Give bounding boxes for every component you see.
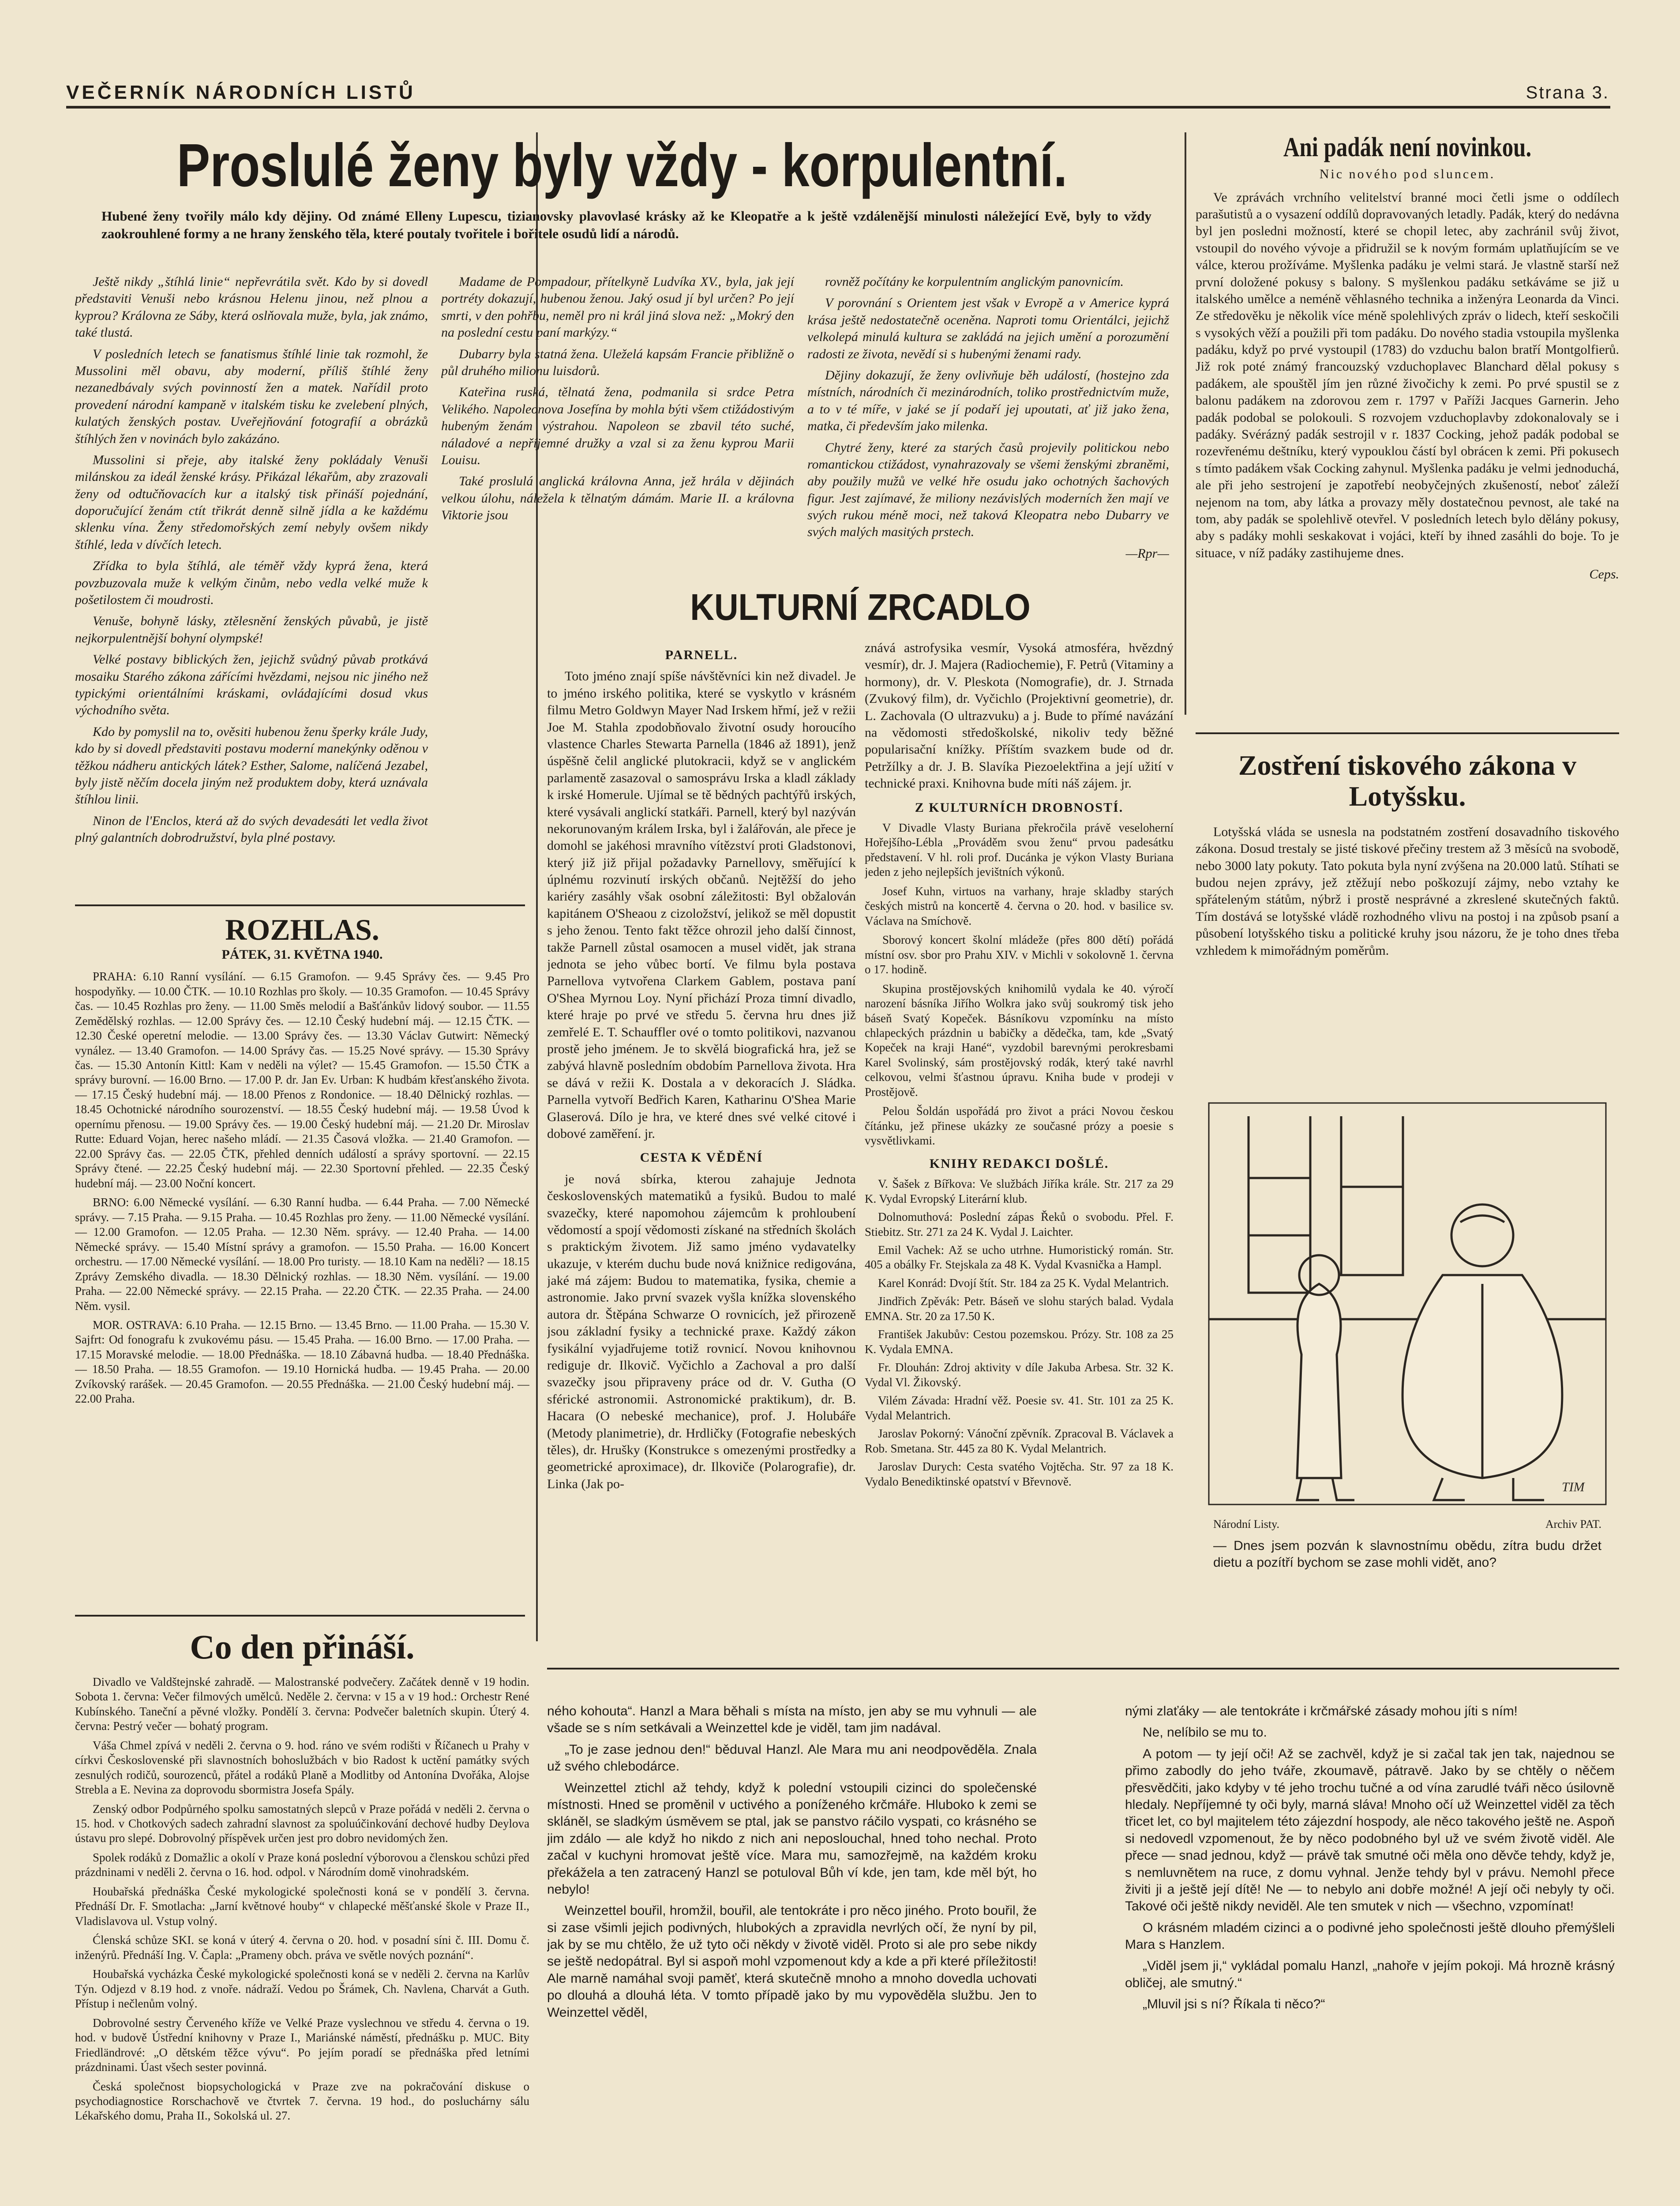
story-column-2: nými zlaťáky — ale tentokráte i krčmářské zásady mohou jíti s ním! Ne, nelíbilo se mu to. A potom — ty její oči! Až se zachvěl, když je si začal tak jen tak, najednou se přimo zabodly do jeho tváře, zkoumavě, pátravě. Jako by se chtěly o něčem přesvědčiti, jako kdyby v té jeho trochu tučné a od vína zarudlé tváři něco úsilovně hledaly. Nepříjemné ty oči byly, marná sláva! Mnoho očí už Weinzettel viděl za těch třicet let, co byl majitelem této zájezdní hospody, ale něco takového ještě ne. Aspoň si nedovedl vzpomenout, že by něco podobného byl už ve svém životě viděl. Ale přece — snad jednou, když — právě tak smutné oči měla ono děvče tehdy, když je, s nemluvnětem na ruce, z domu vyhnal. Jenže tehdy byl v právu. Nemohl přece živiti ji a ještě její dítě! Ne — to nebylo ani dobře možné! A její oči nebyly ty oči. Takové oči ještě nikdy neviděl. Ale ten smutek v nich — všechno, vzpomínat! O krásném mladém cizinci a o podivné jeho společnosti ještě dlouho přemýšleli Mara s Hanzlem. „Viděl jsem ji,“ vykládal pomalu Hanzl, „nahoře v jejím pokoji. Má hrozně krásný obličej, ale smutný.“ „Mluvil jsi s ní? Říkala ti něco?“ [1125, 1704, 1615, 2012]
latvia-title: Zostření tiskového zákona v Lotyšsku. [1238, 750, 1577, 812]
today-section: Co den přináší. Divadlo ve Valdštejnské zahradě. — Malostranské podvečery. Začátek denně v 19 hodin. Sobota 1. června: Večer filmových umělců. Neděle 2. června: v 15 a v 19 hod.: Orchestr René Kubínského. Taneční a pěvné vložky. Pondělí 3. června: Podvečer baletních skupin. Úterý 4. června: Pestrý večer — bohatý program. Váša Chmel zpívá v neděli 2. června o 9. hod. ráno ve svém rodišti v Říčanech u Prahy v církvi Československé při slavnostních bohoslužbách v bio Radost k uctění památky svých zesnulých rodičů, sourozenců, přátel a rodáků Planě a Modlitby od Antonína Dvořáka, Alojse Strebla a E. Nevina za doprovodu sbormistra Josefa Spály. Zenský odbor Podpůrného spolku samostatných slepců v Praze pořádá v neděli 2. června o 15. hod. v Chotkových sadech zahradní slavnost za spoluúčinkování dechové hudby Deylova ústavu pro slepé. Dobrovolný příspěvek určen jest pro dobro nevidomých žen. Spolek rodáků z Domažlic a okolí v Praze koná poslední výborovou a členskou schůzi před prázdninami v neděli 2. června o 16. hod. odpol. v Národním domě vinohradském. Houbařská přednáška České mykologické společnosti koná se v pondělí 3. června. Přednáší Dr. F. Smotlacha: „Jarní květnové houby“ v chlapecké měšťanské škole v Praze II., Vladislavova ul. Vstup volný. Ćlenská schůze SKI. se koná v úterý 4. června o 20. hod. v posadní síni č. III. Domu č. inženýrů. Přednáší Ing. V. Čapla: „Prameny obch. práva ve světle nových poznání“. Houbařská vycházka České mykologické společnosti koná se v neděli 2. června na Karlův Týn. Odjezd v 8.19 hod. z vnoře. nádraží. Vedou po Šrámek, Ch. Navlena, Charvát a Guth. Přístup i nečlenům volný. Dobrovolné sestry Červeného kříže ve Velké Praze vyslechnou ve středu 4. června o 19. hod. v budově Ústřední knihovny v Praze I., Mariánské náměstí, přednášku p. MUC. Bity Friedländrové: „O dětském těžce vývu“. Po jejím poradí se přednáška před letními prázdninami. Úast všech sester povinná. Česká společnost biopsychologická v Praze zve na pokračování diskuse o psychodiagnostice Rorschachově ve čtvrtek 7. června. 19 hod., do posluchárny sálu Lékařského domu, Praha II., Sokolská ul. 27. [75, 1628, 529, 2123]
article-lead: Hubené ženy tvořily málo kdy dějiny. Od známé Elleny Lupescu, tizianovsky plavovlasé krásky až ke Kleopatře a k ještě vzdálenější minulosti náležející Evě, byly to vždy zaokrouhlené formy a ne hrany ženského těla, které poutaly tvořitele i bořitele osudů lidí a národů. [101, 208, 1151, 242]
headline-box [75, 132, 1169, 203]
cartoon-caption: — Dnes jsem pozván k slavnostnímu obědu, zítra budu držet dietu a pozítří bychom se zase mohli vidět, ano? [1213, 1538, 1601, 1570]
radio-section: ROZHLAS. PÁTEK, 31. KVĚTNA 1940. PRAHA: 6.10 Ranní vysílání. — 6.15 Gramofon. — 9.45 Správy čes. — 9.45 Pro hospodyňky. — 10.00 ČTK. — 10.10 Rozhlas pro školy. — 10.35 Gramofon. — 10.45 Správy čas. — 10.45 Rozhlas pro ženy. — 11.00 Směs melodií a Bašťánkův lidový soubor. — 11.55 Zemědělský rozhlas. — 12.00 Správy čes. — 12.10 Český hudební máj. — 12.15 ČTK. — 12.30 České operetní melodie. — 13.00 Správy čes. — 13.30 Václav Gutwirt: Německý vynález. — 13.40 Gramofon. — 14.00 Správy čas. — 15.25 Nové správy. — 15.30 Správy čas. — 15.30 Antonín Kittl: Kam v neděli na výlet? — 15.45 Gramofon. — 15.50 ČTK a správy burovní. — 16.00 Brno. — 17.00 P. dr. Jan Ev. Urban: K hudbám křesťanského života. — 17.15 Český hudební máj. — 18.00 Přenos z Rondonice. — 18.40 Dělnický rozhlas. — 18.45 Ochotnické národního sourozenství. — 18.55 Český hudební máj. — 19.58 Úvod k opernímu přenosu. — 19.00 Správy čes. — 19.00 Český hudební máj. — 21.20 Dr. Miroslav Rutte: Eduard Vojan, herec našeho mládí. — 21.35 Časová vložka. — 21.40 Gramofon. — 22.00 Správy čas. — 22.05 ČTK, přehled denních událostí a správy sportovní. — 22.15 Správy čtené. — 22.25 Český hudební máj. — 22.30 Sportovní přehled. — 22.35 Český hudební máj. — 23.00 Noční koncert. BRNO: 6.00 Německé vysílání. — 6.30 Ranní hudba. — 6.44 Praha. — 7.00 Německé správy. — 7.15 Praha. — 9.15 Praha. — 10.45 Rozhlas pro ženy. — 11.00 Německé vysílání. — 12.00 Gramofon. — 12.05 Praha. — 12.30 Něm. správy. — 12.40 Praha. — 14.00 Německé správy. — 15.40 Místní správy a gramofon. — 15.50 Praha. — 16.00 Koncert orchestru. — 17.00 Německé vysílání. — 18.00 Pro turisty. — 18.10 Kam na neděli? — 18.15 Zprávy Zemského divadla. — 18.30 Dělnický rozhlas. — 18.30 Něm. vysílání. — 19.00 Praha. — 22.00 Německé správy. — 22.15 Praha. — 22.20 ČTK. — 22.35 Praha. — 24.00 Něm. vysil. MOR. OSTRAVA: 6.10 Praha. — 12.15 Brno. — 13.45 Brno. — 11.00 Praha. — 15.30 V. Sajfrt: Od fonografu k zvukovému pásu. — 15.45 Praha. — 16.00 Brno. — 17.00 Praha. — 17.15 Moravské melodie. — 18.00 Přednáška. — 18.10 Zábavná hudba. — 18.40 Přednáška. — 18.50 Praha. — 18.55 Gramofon. — 19.10 Hornická hudba. — 19.45 Praha. — 20.00 Zvíkovský rarášek. — 20.45 Gramofon. — 20.55 Přednáška. — 21.00 Český hudební máj. — 22.00 Praha. [75, 913, 529, 1406]
parachute-subtitle: Nic nového pod sluncem. [1319, 167, 1496, 182]
section-rule [1196, 732, 1619, 734]
article-column-3: rovněž počítány ke korpulentním anglickým panovnicím. V porovnání s Orientem jest však v Evropě a v Americe kyprá krása ještě nedostatečně oceněna. Naproti tomu Orientálci, jejichž velkolepá minulá kultura se zakládá na jejich umění a porozumění radosti ze života, nevědí si s hubenými ženami rady. Dějiny dokazují, že ženy ovlivňuje běh událostí, (hostejno zda místních, národních či mezinárodních, toliko prostřednictvím muže, a to v té míře, v jaké se jí podaří jej upoutati, ať již jako žena, matka, či především jako milenka. Chytré ženy, které za starých časů projevily politickou nebo romantickou ctižádost, vynahrazovaly se všemi ženskými zbraněmi, aby použily mužů ve velké hře osudu jako ochotných šachových figur. Jest zajímavé, že miliony nezávislých moderních žen mají ve svých rukou méně moci, než taková Kleopatra nebo Dubarry ve svých malých masitých prstech. —Rpr— [807, 274, 1169, 582]
cartoon-drawing [1196, 1090, 1619, 1513]
parnell-heading: PARNELL. [665, 648, 738, 662]
article-column-1: Ještě nikdy „štíhlá linie“ nepřevrátila svět. Kdo by si dovedl představiti Venuši nebo krásnou Helenu jinou, než plnou a kyprou? Královna ze Sáby, která oslňovala muže, byla, jak známo, také tlustá. V posledních letech se fanatismus štíhlé linie tak rozmohl, že Mussolini měl obavu, aby moderní, příliš štíhlé ženy nezanedbávaly svých povinností žen a matek. Nařídil proto provedení národní kampaně v italském tisku ke zvelebení plných, kulatých ženských postav. Uveřejňování fotografií a obrázků štíhlých žen v novinách bylo zakázáno. Mussolini si přeje, aby italské ženy pokládaly Venuši milánskou za ideál ženské krásy. Přikázal lékařům, aby zrazovali ženy od odtučňovacích kur a italský tisk přináší pojednání, doporučující ženám ctít třikrát denně silně jídla a ke každému sklenku vína. Ženy středomořských zemí nebyly ovšem nikdy štíhlé, leda v dívčích letech. Zřídka to byla štíhlá, ale téměř vždy kyprá žena, která povzbuzovala muže k velkým činům, nebo vedla velké muže k pošetilostem či moudrosti. Venuše, bohyně lásky, ztělesnění ženských půvabů, je jistě nejkorpulentnější bohyní olympské! Velké postavy biblických žen, jejichž svůdný půvab protkává mosaiku Starého zákona zářícími hvězdami, nejsou nic jiného než typickými orientálními kráskami, ovládajícími dosud vkus východního světa. Kdo by pomyslil na to, ověsiti hubenou ženu šperky krále Judy, kdo by si dovedl představiti postavu moderní manekýnky oděnou v těžkou nádheru antických látek? Esther, Salome, nalíčená Jezabel, byly jistě něčím docela jiným než produktem doby, která uznávala štíhlou linii. Ninon de l'Enclos, která až do svých devadesáti let vedla život plný galantních dobrodružství, byla plné postavy. [75, 274, 428, 845]
story-column-1: ného kohouta“. Hanzl a Mara běhali s místa na místo, jen aby se mu vyhnuli — ale všade se s ním setkávali a Weinzettel kde je viděl, tam jim nadával. „To je zase jednou den!“ běduval Hanzl. Ale Mara mu ani neodpověděla. Znala už svého chlebodárce. Weinzettel ztichl až tehdy, když k polední vstoupili cizinci do společenské místnosti. Hned se proměnil v uctivého a poníženého krčmáře. Hluboko k zemi se skláněl, se sladkým úsměvem se ptal, jak se panstvo ráčilo vyspati, co krásného se jim zdálo — ale když ho nikdo z nich ani neposlouchal, hned toho nechal. Proto začal v kuchyni hromovat ještě více. Mara mu, samozřejmě, na každém kroku překážela a ten zatracený Hanzl se potuloval Bůh ví kde, jen tam, kde měl být, ho nebylo! Weinzettel bouřil, hromžil, bouřil, ale tentokráte i pro něco jiného. Proto bouřil, že si zase všimli jejich podivných, hlubokých a zpravidla nevrlých očí, že nyní by pil, jak by se mu chtělo, že už tyto oči někdy v životě viděl. Proto si ale pro sebe nikdy se ještě nedopátral. Byl si aspoň mohl vzpomenout kdy a kde a při které příležitosti! Ale marně namáhal svoji paměť, která skutečně mnoho a mnoho dovedla uchovati po dlouhá a dlouhá léta. V tomto případě jako by mu vypověděla službu. Jen to Weinzettel věděl, [547, 1704, 1037, 2020]
radio-date: PÁTEK, 31. KVĚTNA 1940. [221, 947, 383, 962]
masthead-rule [66, 106, 1610, 109]
books-heading: KNIHY REDAKCI DOŠLÉ. [929, 1156, 1109, 1171]
section-rule-radio [75, 904, 525, 906]
article-column-2: Madame de Pompadour, přítelkyně Ludvíka XV., byla, jak její portréty dokazují, hubenou ženou. Jaký osud jí byl určen? Po její smrti, v den pohřbu, neměl pro ni král jiná slova než: „Mokrý den na poslední cestu paní markýzy.“ Dubarry byla statná žena. Uleželá kapsám Francie přibližně o půl druhého milionu luisdorů. Kateřina ruská, tělnatá žena, podmanila si srdce Petra Velikého. Napoleonova Josefína by mohla býti všem ctižádostivým hubeným ženám výstrahou. Napoleon se zbavil této suché, náladové a nepříjemné družky a vzal si za ženu kyprou Marii Louisu. Také proslulá anglická královna Anna, jež hrála v dějinách velkou úlohu, náležela k tělnatým dámám. Marie II. a královna Viktorie jsou [441, 274, 794, 523]
cesta-heading: CESTA K VĚDĚNÍ [640, 1150, 763, 1165]
section-rule-story [547, 1668, 1619, 1670]
cartoon-credit-right: Archiv PAT. [1545, 1518, 1601, 1531]
masthead-title: VEČERNÍK NÁRODNÍCH LISTŮ [66, 82, 416, 103]
cartoon [1196, 1090, 1619, 1575]
drobnosti-heading: Z KULTURNÍCH DROBNOSTÍ. [915, 800, 1124, 815]
latvia-article: Zostření tiskového zákona v Lotyšsku. Lotyšská vláda se usnesla na podstatném zostření dosavadního tiskového zákona. Dosud trestaly se jisté tiskové přečiny trestem až 3 měsíců na svobodě, nebo 3000 laty pokuty. Tato pokuta byla nyní zvýšena na 20.000 latů. Stíhati se budou nejen zprávy, jež ztěžují nebo poškozují zájmy, nebo vztahy ke spřáteleným státům, nýbrž i prostě nesprávné a zkreslené skutečných faktů. Tím dostává se lotyšské vládě rozhodného vlivu na postoj i na způsob psaní a působení lotyšského tisku a politické kruhy jsou názoru, že je toho dnes třeba vzhledem k mimořádným poměrům. [1196, 750, 1619, 958]
today-title: Co den přináší. [190, 1628, 415, 1666]
parachute-title: Ani padák není novinkou. [1283, 132, 1532, 162]
section-rule-today [75, 1615, 525, 1617]
culture-header [547, 587, 1174, 640]
parachute-article: Ani padák není novinkou. Nic nového pod sluncem. Ve zprávách vrchního velitelství branné moci četli jsme o oddílech parašutistů a o vysazení oddílů dopravovaných letadly. Padák, který do nedávna byl jen posledni možností, které se chopil letec, aby zachránil svůj život, vstoupil do nového vývoje a přidružil se k novým formám uplatňujícím se ve válce, kterou prožíváme. Myšlenka padáku je velmi stará. Je vlastně starší než první doložené pokusy s balony. S myšlenkou padáku setkáváme se již u italského umělce a neméně věhlasného technika a inženýra Leonarda da Vinci. Ze středověku je několik více méně spolehlivých zpráv o lidech, kteří seskočili s vysokých věží a použili při tom padáku. Do nového stadia vstoupila myšlenka padáku, když po prvé vystoupil (1783) do vzduchu balon bratří Montgolfierů. Již rok poté známý francouzský vzduchoplavec Blanchard dělal pokusy s padákem, ale spouštěl jím jen různé živočichy k zemi. Po prvé spustil se z balonu padákem na zdorovou zem r. 1797 v Paříži Jacques Garnerin. Jeho padák podobal se polokouli. S rozvojem vzduchoplavby zdokonalovaly se i padáky. Svérázný padák sestrojil v r. 1837 Cocking, jehož padák podobal se rozevřenému deštníku, který vypouklou částí byl obrácen k zemi. Při pokusech s tímto padákem však Cocking zahynul. Myšlenka padáku je velmi jednoduchá, ale při jeho sestrojení je zapotřebí neobyčejných zkušeností, neboť záleží nejenom na tom, aby látka a provazy měly dostatečnou pevnost, ale také na tom, aby padák se spolehlivě otevřel. V posledních letech bylo dělány pokusy, aby s padáky mohli seskakovat i vojáci, kteří by ihned zasáhli do boje. To je situace, v níž padáky zastihujeme dnes. Ceps. [1196, 132, 1619, 582]
cartoon-signature: TIM [1562, 1480, 1585, 1494]
article-signature: —Rpr— [1125, 546, 1169, 561]
culture-column-1: PARNELL. Toto jméno znají spíše návštěvníci kin než divadel. Je to jméno irského politika, které se vyskytlo v krásném filmu Metro Goldwyn Mayer Nad Irskem hřmí, jež v režii Joe M. Stahla zpodobňovalo životní osudy horoucího vlastence Charles Stewarta Parnella (1846 až 1891), jenž úspěšně čelil anglické plutokracii, když se v anglickém parlamentě zasazoval o samosprávu Irska a kladl základy k irské Homerule. Ujímal se tě bědných pachtýřů irských, které vysávali anglickí statkáři. Parnell, který byl nazýván nekorunovaným králem Irska, byl i žalářován, ale přece je domohl se jakéhosi mravního vítězství proti Gladstonovi, který již již přijal požadavky Parnellovy, směřující k úplnému rozvinutí irských občanů. Nejtěžší do jeho kariéry zasáhly však osobní záležitosti: Byl obžalován kapitánem O'Sheaou z cizoložství, jelikož se měl dopustit s jeho ženou. Tento fakt těžce ohrozil jeho další činnost, takže Parnell zůstal osamocen a musel vidět, jak strana jednota se jeho vůbec bortí. Ve filmu byla postava Parnellova vytvořena Clarkem Gablem, postava paní O'Shea Myrnou Loy. Nyní přichází Proza timní divadlo, které hraje po prvé ve středu 5. června hru dnes již zemřelé E. T. Schauffler ové o tomto politikovi, nazvanou prostě jeho jménem. Je to skvělá biografická hra, jež se zabývá hlavně posledním obdobím Parnellova života. Hra se dává v režii K. Dostala a v dekoracích J. Sládka. Parnella vytvoří Bedřich Karen, Katharinu O'Shea Marie Glaserová. Dílo je hra, ve které dnes své velké citové i dobové zaměření. jr. CESTA K VĚDĚNÍ je nová sbírka, kterou zahajuje Jednota československých matematiků a fysiků. Budou to malé svazečky, které napomohou zájemcům k prohloubení vědomostí a spojí vědomosti získané na středních školách s praktickým životem. Již samo jméno vydavatelky ukazuje, v kterém duchu bude nová knižnice redigována, jaké má zájem: Budou to matematika, fysika, chemie a astronomie. Jako první svazek vyšla knížka slovenského autora dr. Štěpána Schwarze O rovnicích, jež přirozeně jsou základní fysiky a technické praxe. Každý zákon fysikální vyjadřujeme totiž rovnicí. Novou knihovnou rediguje dr. Ilkovič. Vyčichlo a Zachoval a pro další svazečky jsou připraveny práce od dr. V. Gutha (O sférické astronomii. Astronomické praktikum), dr. B. Hacara (O nebeské mechanice), prof. J. Holubáře (Metody planimetrie), dr. Hrdličky (Fotografie nebeských těles), dr. Hrušky (Konstrukce s omezenými prostředky a geometrické aproximace), dr. Ilkoviče (Polarografie), dr. Linka (Jak po- [547, 648, 856, 1491]
cartoon-credit-left: Národní Listy. [1213, 1518, 1279, 1531]
column-divider [1185, 132, 1186, 715]
culture-title: KULTURNÍ ZRCADLO [690, 587, 1031, 628]
culture-column-2: znává astrofysika vesmír, Vysoká atmosféra, hvězdný vesmír), dr. J. Majera (Radiochemie), F. Petrů (Vitaminy a hormony), dr. V. Pleskota (Nomografie), dr. J. Strnada (Zvukový film), dr. Vyčichlo (Projektivní geometrie), dr. L. Zachovala (O ultrazvuku) a j. Bude to přímé navázání na vědomosti středoškolské, nikoliv tedy běžné popularisační knížky. Příštím svazkem bude od dr. Petržílky a dr. J. B. Slavíka Piezoelektřina a její užití v technické praxi. Knihovna bude míti náš zájem. jr. Z KULTURNÍCH DROBNOSTÍ. V Divadle Vlasty Buriana překročila právě veseloherní Hořejšího-Lébla „Prováděm svou ženu“ prvou padesátku představení. V hl. roli prof. Ducánka je výkon Vlasty Buriana jeden z jeho nejlepších jevištních výkonů. Josef Kuhn, virtuos na varhany, hraje skladby starých českých mistrů na koncertě 4. června o 20. hod. v basilice sv. Václava na Smíchově. Sborový koncert školní mládeže (přes 800 dětí) pořádá místní osv. sbor pro Prahu XIV. v Michli v sokolovně 1. června o 17. hodině. Skupina prostějovských knihomilů vydala ke 40. výročí narození básníka Jiřího Wolkra jako svůj soukromý tisk jeho báseň Svatý Kopeček. Básníkovu vzpomínku na místo chlapeckých prázdnin u babičky a dědečka, tam, kde „Svatý Kopeček na kraji Hané“, vyzdobil barevnými perokresbami Karel Svolinský, sám prostějovský rodák, který také navrhl celkovou, velmi šťastnou úpravu. Kniha bude v prodeji v Prostějově. Pelou Šoldán uspořádá pro život a práci Novou českou čítánku, jež přinese ukázky ze současné prózy a poesie s vysvětlivkami. KNIHY REDAKCI DOŠLÉ. V. Šašek z Bířkova: Ve službách Jiříka krále. Str. 217 za 29 K. Vydal Evropský Literární klub. Dolnomuthová: Poslední zápas Řeků o svobodu. Přel. F. Stiebitz. Str. 271 za 24 K. Vydal J. Laichter. Emil Vachek: Až se ucho utrhne. Humoristický román. Str. 405 a obálky Fr. Stejskala za 48 K. Vydal Kvasnička a Hampl. Karel Konrád: Dvojí štít. Str. 184 za 25 K. Vydal Melantrich. Jindřich Zpěvák: Petr. Báseň ve slohu starých balad. Vydala EMNA. Str. 20 za 17.50 K. František Jakubův: Cestou pozemskou. Prózy. Str. 108 za 25 K. Vydala EMNA. Fr. Dlouhán: Zdroj aktivity v díle Jakuba Arbesa. Str. 32 K. Vydal Vl. Žikovský. Vilém Závada: Hradní věž. Poesie sv. 41. Str. 101 za 25 K. Vydal Melantrich. Jaroslav Pokorný: Vánoční zpěvník. Zpracoval B. Václavek a Rob. Smetana. Str. 445 za 80 K. Vydal Melantrich. Jaroslav Durych: Cesta svatého Vojtěcha. Str. 97 za 18 K. Vydalo Benediktinské opatství v Břevnově. [865, 641, 1174, 1488]
page-number-header: Strana 3. [1526, 83, 1609, 102]
radio-title: ROZHLAS. [225, 913, 379, 946]
main-headline: Proslulé ženy byly vždy - korpulentní. [176, 132, 1068, 199]
